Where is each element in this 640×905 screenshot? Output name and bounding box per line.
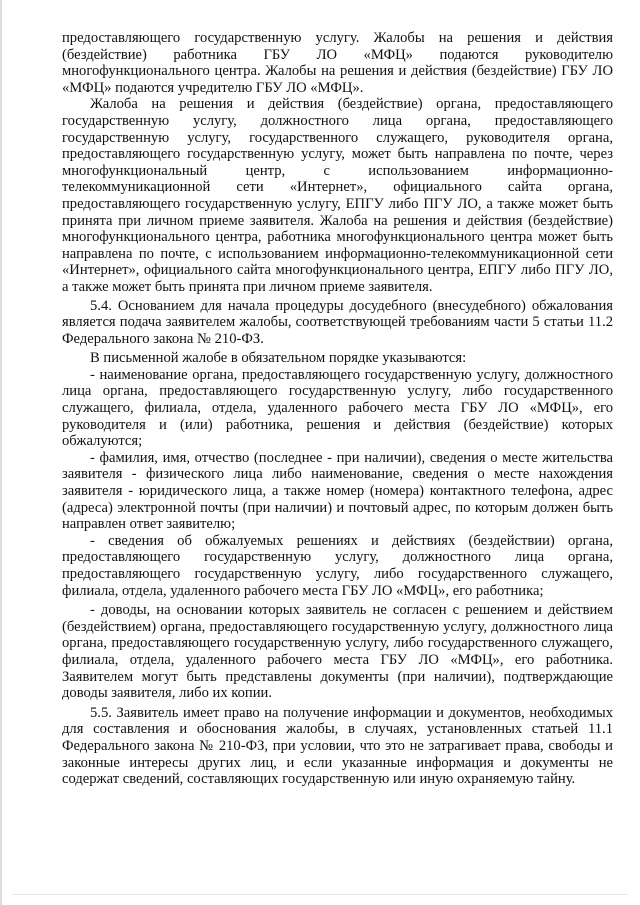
document-page xyxy=(62,30,613,788)
paragraph-required-items-intro: В письменной жалобе в обязательном порядке указываются: xyxy=(90,350,467,367)
list-item-organ-name: - наименование органа, предоставляющего государственную услугу, должностного лица органа, предоставляющего государственную услугу, либо государственного служащего, филиала, отдела, удаленного рабочего места ГБУ ЛО «МФЦ», его руководителя и (или) работника, решения и действия (бездействие) которых обжалуются; xyxy=(62,366,613,450)
list-item-applicant-info: - фамилия, имя, отчество (последнее - при наличии), сведения о месте жительства заявителя - физического лица либо наименование, сведения о месте нахождения заявителя - юридического лица, а также номер (номера) контактного телефона, адрес (адреса) электронной почты (при наличии) и почтовый адрес, по которым должен быть направлен ответ заявителю; xyxy=(62,449,613,533)
paragraph-5-5: 5.5. Заявитель имеет право на получение информации и документов, необходимых для составления и обоснования жалобы, в случаях, установленных статьей 11.1 Федерального закона № 210-ФЗ, при условии, что это не затрагивает права, свободы и законные интересы других лиц, и если указанные информация и документы не содержат сведений, составляющих государственную или иную охраняемую тайну. xyxy=(62,704,613,788)
list-item-appealed-decisions: - сведения об обжалуемых решениях и действиях (бездействии) органа, предоставляющего государственную услугу, должностного лица органа, предоставляющего государственную услугу, либо государственного служащего, филиала, отдела, удаленного рабочего места ГБУ ЛО «МФЦ», его работника; xyxy=(62,532,613,599)
scan-edge xyxy=(0,0,2,905)
paragraph-complaint-channels: Жалоба на решения и действия (бездействие) органа, предоставляющего государственную услугу, должностного лица органа, предоставляющего государственную услугу, государственного служащего, руководителя органа, предоставляющего государственную услугу, может быть направлена по почте, через многофункциональный центр, с использованием информационно-телекоммуникационной сети «Интернет», официального сайта органа, предоставляющего государственную услугу, ЕПГУ либо ПГУ ЛО, а также может быть принята при личном приеме заявителя. Жалоба на решения и действия (бездействие) многофункционального центра, работника многофункционального центра может быть направлена по почте, с использованием информационно-телекоммуникационной сети «Интернет», официального сайта многофункционального центра, ЕПГУ либо ПГУ ЛО, а также может быть принята при личном приеме заявителя. xyxy=(62,96,613,295)
scan-bottom-edge xyxy=(12,894,628,895)
paragraph-5-4: 5.4. Основанием для начала процедуры досудебного (внесудебного) обжалования является подача заявителем жалобы, соответствующей требованиям части 5 статьи 11.2 Федерального закона № 210-ФЗ. xyxy=(62,297,613,347)
paragraph-complaint-recipients: предоставляющего государственную услугу. Жалобы на решения и действия (бездействие) работника ГБУ ЛО «МФЦ» подаются руководителю многофункционального центра. Жалобы на решения и действия (бездействие) ГБУ ЛО «МФЦ» подаются учредителю ГБУ ЛО «МФЦ». xyxy=(62,30,613,96)
list-item-arguments: - доводы, на основании которых заявитель не согласен с решением и действием (бездействием) органа, предоставляющего государственную услугу, должностного лица органа, предоставляющего государственную услугу, либо государственного служащего, филиала, отдела, удаленного рабочего места ГБУ ЛО «МФЦ», его работника. Заявителем могут быть представлены документы (при наличии), подтверждающие доводы заявителя, либо их копии. xyxy=(62,602,613,702)
